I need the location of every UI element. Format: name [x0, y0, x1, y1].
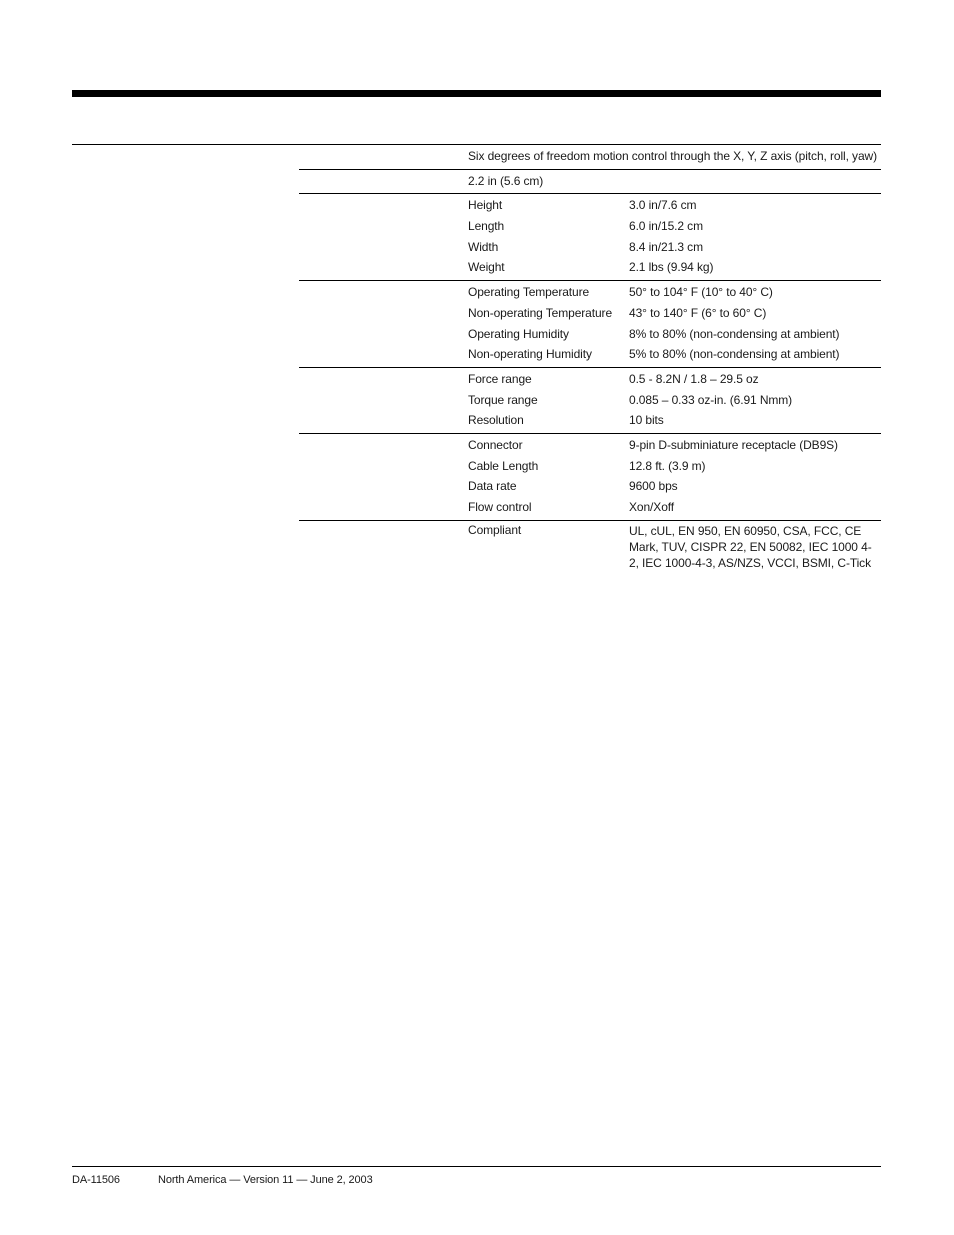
spec-row [299, 217, 881, 238]
spec-row [299, 498, 881, 519]
spec-section-motion [299, 144, 881, 169]
spec-value: 2.2 in (5.6 cm) [468, 173, 544, 188]
footer-version-text: North America — Version 11 — June 2, 2003 [158, 1174, 373, 1186]
spec-value: Six degrees of freedom motion control through the X, Y, Z axis (pitch, roll, yaw) [468, 149, 877, 163]
spec-row [299, 457, 881, 478]
spec-label: Compliant [468, 522, 522, 537]
spec-value: 8% to 80% (non-condensing at ambient) [629, 326, 840, 341]
spec-row [299, 194, 881, 217]
spec-label: Connector [468, 437, 523, 452]
spec-row [299, 391, 881, 412]
spec-label: Resolution [468, 413, 524, 428]
spec-row [299, 238, 881, 259]
spec-row [299, 170, 881, 193]
spec-label: Cable Length [468, 458, 539, 473]
spec-value: UL, cUL, EN 950, EN 60950, CSA, FCC, CE Mark, TUV, CISPR 22, EN 50082, IEC 1000 4-2, IEC 1000-4-3, AS/NZS, VCCI, BSMI, C-Tick [629, 523, 872, 570]
spec-label: Data rate [468, 479, 517, 494]
spec-row [299, 411, 881, 432]
spec-value: 2.1 lbs (9.94 kg) [629, 260, 714, 275]
spec-row [299, 434, 881, 457]
spec-section-size [299, 169, 881, 194]
spec-section-interface [299, 433, 881, 520]
spec-label: Height [468, 198, 503, 213]
spec-row [299, 521, 881, 571]
spec-value: 9-pin D-subminiature receptacle (DB9S) [629, 437, 838, 452]
spec-section-dimensions [299, 193, 881, 280]
spec-row [299, 145, 881, 168]
spec-label: Non-operating Temperature [468, 305, 613, 320]
spec-label: Force range [468, 371, 532, 386]
spec-value: 50° to 104° F (10° to 40° C) [629, 285, 773, 300]
spec-label: Non-operating Humidity [468, 347, 592, 362]
spec-value: Xon/Xoff [629, 500, 675, 514]
section-divider-left [72, 144, 301, 145]
spec-value: 5% to 80% (non-condensing at ambient) [629, 347, 840, 362]
spec-value: 12.8 ft. (3.9 m) [629, 458, 706, 473]
spec-value: 0.085 – 0.33 oz-in. (6.91 Nmm) [629, 392, 793, 407]
spec-label: Torque range [468, 392, 538, 407]
spec-row [299, 325, 881, 346]
header-rule [72, 90, 881, 97]
spec-section-compliance [299, 520, 881, 572]
spec-row [299, 345, 881, 366]
spec-label: Weight [468, 260, 505, 275]
footer-rule [72, 1166, 881, 1167]
footer-doc-id: DA-11506 [72, 1174, 120, 1186]
spec-row [299, 477, 881, 498]
spec-value: 6.0 in/15.2 cm [629, 219, 703, 234]
spec-value: 3.0 in/7.6 cm [629, 198, 697, 213]
spec-row [299, 304, 881, 325]
spec-section-force [299, 367, 881, 433]
spec-row [299, 368, 881, 391]
spec-value: 0.5 - 8.2N / 1.8 – 29.5 oz [629, 371, 759, 386]
spec-label: Operating Humidity [468, 326, 569, 341]
spec-table [299, 144, 881, 572]
spec-label: Length [468, 219, 505, 234]
spec-value: 10 bits [629, 413, 664, 428]
spec-row [299, 281, 881, 304]
spec-value: 9600 bps [629, 479, 678, 494]
spec-label: Flow control [468, 500, 532, 514]
spec-value: 43° to 140° F (6° to 60° C) [629, 305, 767, 320]
spec-row [299, 258, 881, 279]
spec-section-environmental [299, 280, 881, 367]
spec-value: 8.4 in/21.3 cm [629, 239, 703, 254]
spec-label: Width [468, 239, 499, 254]
spec-label: Operating Temperature [468, 285, 590, 300]
